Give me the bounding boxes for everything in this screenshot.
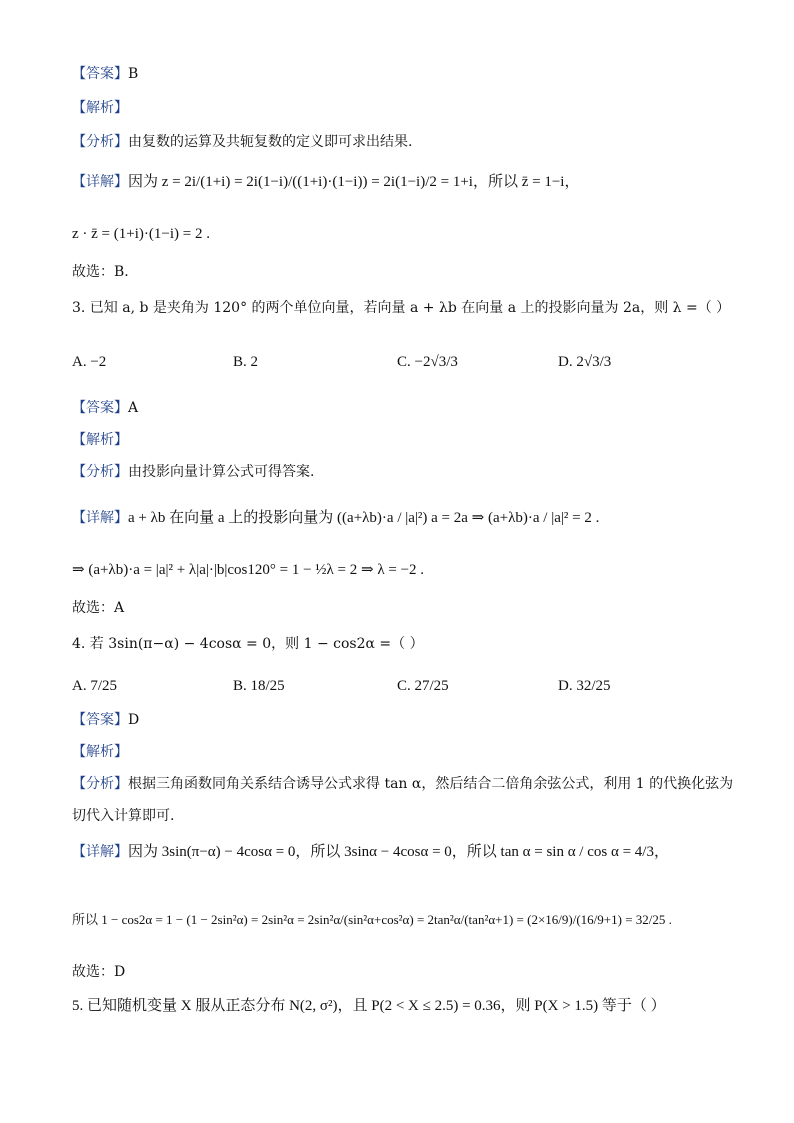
answer-line-2 <box>72 64 138 84</box>
q3-option-a: A. −2 <box>72 354 107 370</box>
question-5: 5. 已知随机变量 X 服从正态分布 N(2, σ²)，且 P(2 < X ≤ 2.5) = 0.36，则 P(X > 1.5) 等于（ ） <box>72 998 666 1014</box>
answer-line-3: 【答案】A <box>72 400 139 416</box>
choice-line-2: 故选：B. <box>72 264 129 280</box>
q3-option-b: B. 2 <box>233 354 259 370</box>
analysis-heading-4: 【解析】 <box>72 744 128 760</box>
analysis-line-2: 【分析】由复数的运算及共轭复数的定义即可求出结果. <box>72 134 413 150</box>
answer-line-4: 【答案】D <box>72 712 140 728</box>
analysis-heading-3: 【解析】 <box>72 432 128 448</box>
detail-line-2a: 【详解】因为 z = 2i/(1+i) = 2i(1−i)/((1+i)·(1−i)) = 2i(1−i)/2 = 1+i，所以 z̄ = 1−i， <box>72 174 580 190</box>
answer-value: B <box>128 66 139 82</box>
analysis-heading-2: 【解析】 <box>72 100 128 116</box>
question-4: 4. 若 3sin(π−α) − 4cosα = 0，则 1 − cos2α =（ ） <box>72 636 424 652</box>
q4-option-a: A. 7/25 <box>72 678 117 694</box>
choice-line-4: 故选：D <box>72 964 126 980</box>
detail-line-4b: 所以 1 − cos2α = 1 − (1 − 2sin²α) = 2sin²α = 2sin²α/(sin²α+cos²α) = 2tan²α/(tan²α+1) = (2×16/9)/(16/9+1) = 32/25 . <box>72 912 672 927</box>
analysis-line-3: 【分析】由投影向量计算公式可得答案. <box>72 464 315 480</box>
q3-option-d: D. 2√3/3 <box>558 354 612 370</box>
q4-option-d: D. 32/25 <box>558 678 611 694</box>
answer-label: 【答案】 <box>72 66 128 82</box>
detail-line-4a: 【详解】因为 3sin(π−α) − 4cosα = 0，所以 3sinα − 4cosα = 0，所以 tan α = sin α / cos α = 4/3， <box>72 844 669 860</box>
detail-line-3b: ⇒ (a+λb)·a = |a|² + λ|a|·|b|cos120° = 1 − ½λ = 2 ⇒ λ = −2 . <box>72 562 425 578</box>
choice-line-3: 故选：A <box>72 600 125 616</box>
analysis-line-4b: 切代入计算即可. <box>72 808 175 824</box>
q4-option-b: B. 18/25 <box>233 678 285 694</box>
q3-option-c: C. −2√3/3 <box>397 354 458 370</box>
q4-option-c: C. 27/25 <box>397 678 449 694</box>
question-3: 3. 已知 a, b 是夹角为 120° 的两个单位向量，若向量 a + λb 在向量 a 上的投影向量为 2a，则 λ =（ ） <box>72 300 731 316</box>
detail-line-3a: 【详解】a + λb 在向量 a 上的投影向量为 ((a+λb)·a / |a|²) a = 2a ⇒ (a+λb)·a / |a|² = 2 . <box>72 510 600 526</box>
detail-line-2b: z · z̄ = (1+i)·(1−i) = 2 . <box>72 226 210 242</box>
analysis-line-4a: 【分析】根据三角函数同角关系结合诱导公式求得 tan α，然后结合二倍角余弦公式，利用 1 的代换化弦为 <box>72 776 734 792</box>
